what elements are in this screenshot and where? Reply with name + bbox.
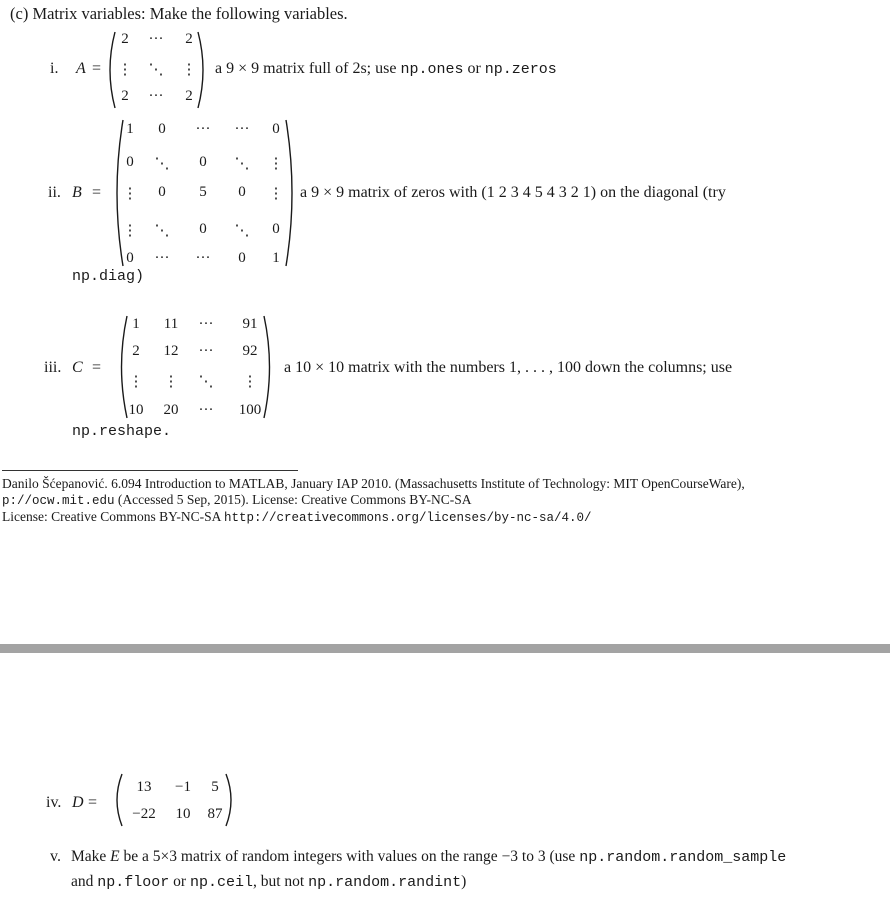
matrix-c-right-paren <box>262 314 276 420</box>
item-i-description: a 9 × 9 matrix full of 2s; use np.ones or np.zeros <box>215 60 557 78</box>
item-iii-var: C <box>72 359 83 376</box>
matrix-c-cell: 10 <box>128 402 144 418</box>
item-iv-var: D <box>72 794 84 811</box>
matrix-a-cell: ··· <box>148 31 164 47</box>
matrix-b-cell: 1 <box>272 250 280 266</box>
matrix-b-cell: ⋱ <box>234 223 250 239</box>
matrix-d-cell: 5 <box>211 779 219 795</box>
matrix-c-cell: 20 <box>163 402 179 418</box>
matrix-b-cell: ⋮ <box>268 156 284 172</box>
footnote-line-1: Danilo Šćepanović. 6.094 Introduction to MATLAB, January IAP 2010. (Massachusetts Institute of Technology: MIT OpenCourseWare), <box>2 476 745 491</box>
matrix-b-cell: 0 <box>238 184 246 200</box>
item-v-var: E <box>110 848 120 865</box>
matrix-a-cell: ⋱ <box>148 62 164 78</box>
matrix-c-cell: ⋮ <box>242 374 258 390</box>
matrix-b-cell: ··· <box>154 250 170 266</box>
matrix-d-cell: 13 <box>136 779 152 795</box>
item-iii-label: iii. <box>44 359 62 376</box>
matrix-b-cell: 0 <box>126 154 134 170</box>
code-np-ones: np.ones <box>400 61 464 78</box>
item-v-line-2: and np.floor or np.ceil, but not np.random.randint) <box>71 873 467 891</box>
matrix-c-cell: ⋮ <box>128 374 144 390</box>
matrix-b-cell: 0 <box>272 221 280 237</box>
matrix-b-cell: 0 <box>158 184 166 200</box>
item-iv-eq: = <box>88 794 98 811</box>
matrix-c-cell: 100 <box>238 402 262 418</box>
item-iv-label: iv. <box>46 794 62 811</box>
item-ii-var: B <box>72 184 82 201</box>
matrix-a-cell: 2 <box>185 88 193 104</box>
matrix-b-cell: ⋱ <box>154 223 170 239</box>
item-ii-description: a 9 × 9 matrix of zeros with (1 2 3 4 5 4 3 2 1) on the diagonal (try <box>300 184 726 201</box>
item-ii-eq: = <box>92 184 102 201</box>
matrix-d-cell: 10 <box>175 806 191 822</box>
matrix-c-cell: 92 <box>242 343 258 359</box>
item-iii-description: a 10 × 10 matrix with the numbers 1, . . . , 100 down the columns; use <box>284 359 733 376</box>
matrix-b-cell: 0 <box>199 154 207 170</box>
footnote-line-2: p://ocw.mit.edu (Accessed 5 Sep, 2015). License: Creative Commons BY-NC-SA <box>2 492 472 508</box>
matrix-c-cell: ⋮ <box>163 374 179 390</box>
code-np-reshape: np.reshape. <box>72 423 172 440</box>
code-np-random-random-sample: np.random.random_sample <box>579 849 787 866</box>
matrix-b-cell: ⋮ <box>268 186 284 202</box>
matrix-b-cell: ⋱ <box>154 156 170 172</box>
matrix-c-cell: ··· <box>198 402 214 418</box>
item-v-label: v. <box>50 848 61 865</box>
matrix-a-cell: 2 <box>121 88 129 104</box>
code-np-random-randint: np.random.randint <box>308 874 462 891</box>
footnote-line-3: License: Creative Commons BY-NC-SA http://creativecommons.org/licenses/by-nc-sa/4.0/ <box>2 509 592 525</box>
matrix-a-cell: ⋮ <box>117 62 133 78</box>
code-np-diag: np.diag) <box>72 268 145 285</box>
part-c-heading: (c) Matrix variables: Make the following variables. <box>10 4 348 23</box>
matrix-d-cell: −1 <box>175 779 191 795</box>
item-v-line-1: Make E be a 5×3 matrix of random integers with values on the range −3 to 3 (use np.random.random_sample <box>71 848 787 866</box>
matrix-b-cell: ··· <box>195 121 211 137</box>
code-np-zeros: np.zeros <box>484 61 557 78</box>
matrix-c-cell: ··· <box>198 343 214 359</box>
item-iii-eq: = <box>92 359 102 376</box>
matrix-a-cell: 2 <box>121 31 129 47</box>
matrix-c-cell: 12 <box>163 343 179 359</box>
matrix-c-cell: 1 <box>132 316 140 332</box>
matrix-b-cell: 0 <box>238 250 246 266</box>
matrix-c-cell: 11 <box>163 316 179 332</box>
matrix-c-cell: 2 <box>132 343 140 359</box>
matrix-c-cell: 91 <box>242 316 258 332</box>
footnote-ocw-url[interactable]: p://ocw.mit.edu <box>2 494 115 508</box>
matrix-b-cell: ··· <box>234 121 250 137</box>
matrix-d-cell: −22 <box>132 806 156 822</box>
item-i-var: A <box>76 60 86 77</box>
item-i-label: i. <box>50 60 59 77</box>
matrix-d-left-paren <box>110 772 124 828</box>
matrix-b-cell: 1 <box>126 121 134 137</box>
code-np-ceil: np.ceil <box>189 874 253 891</box>
page-break <box>0 644 890 653</box>
matrix-b-cell: ··· <box>195 250 211 266</box>
matrix-a-cell: 2 <box>185 31 193 47</box>
footnote-rule <box>2 470 298 471</box>
matrix-b-cell: ⋱ <box>234 156 250 172</box>
matrix-a-cell: ··· <box>148 88 164 104</box>
matrix-b-cell: 5 <box>199 184 207 200</box>
matrix-b-cell: ⋮ <box>122 223 138 239</box>
matrix-c-cell: ⋱ <box>198 374 214 390</box>
matrix-b-cell: 0 <box>126 250 134 266</box>
item-i-eq: = <box>92 60 102 77</box>
matrix-d-cell: 87 <box>207 806 223 822</box>
item-ii-label: ii. <box>48 184 61 201</box>
footnote-license-url[interactable]: http://creativecommons.org/licenses/by-nc-sa/4.0/ <box>223 511 592 525</box>
code-np-floor: np.floor <box>97 874 170 891</box>
matrix-b-cell: 0 <box>158 121 166 137</box>
matrix-c-cell: ··· <box>198 316 214 332</box>
matrix-b-cell: ⋮ <box>122 186 138 202</box>
matrix-b-cell: 0 <box>199 221 207 237</box>
matrix-b-cell: 0 <box>272 121 280 137</box>
matrix-a-cell: ⋮ <box>181 62 197 78</box>
